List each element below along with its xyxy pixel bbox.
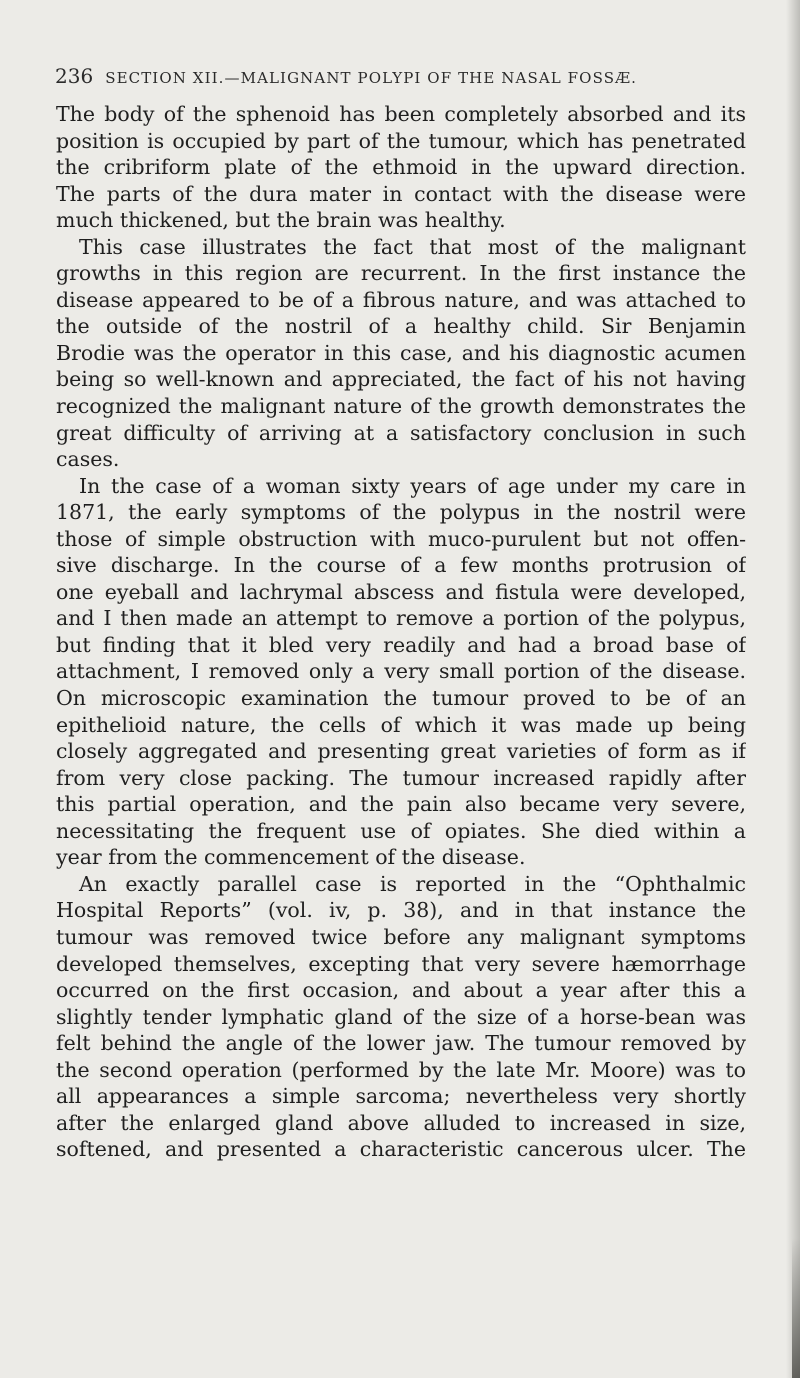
running-head bbox=[55, 64, 745, 88]
text-line: occurred on the first occasion, and about a year after this a bbox=[56, 978, 746, 1003]
text-line: The parts of the dura mater in contact with the disease were bbox=[56, 181, 746, 206]
text-line: and I then made an attempt to remove a portion of the polypus, bbox=[56, 606, 746, 631]
page-edge-shadow bbox=[786, 0, 800, 1378]
text-line: cases. bbox=[56, 447, 120, 472]
text-line: 1871, the early symptoms of the polypus in the nostril were bbox=[56, 500, 746, 525]
page-number: 236 bbox=[55, 64, 94, 88]
text-line: much thickened, but the brain was healthy. bbox=[56, 208, 506, 233]
text-line: necessitating the frequent use of opiates. She died within a bbox=[56, 818, 746, 843]
text-line: tumour was removed twice before any malignant symptoms bbox=[56, 924, 746, 949]
text-line: softened, and presented a characteristic cancerous ulcer. The bbox=[56, 1137, 746, 1162]
text-line: from very close packing. The tumour increased rapidly after bbox=[56, 765, 746, 790]
text-line: Hospital Reports” (vol. iv, p. 38), and in that instance the bbox=[56, 898, 746, 923]
text-line: recognized the malignant nature of the growth demonstrates the bbox=[56, 394, 746, 419]
text-line: great difficulty of arriving at a satisfactory conclusion in such bbox=[56, 420, 746, 445]
text-line: the cribriform plate of the ethmoid in the upward direction. bbox=[56, 155, 746, 180]
text-line: felt behind the angle of the lower jaw. The tumour removed by bbox=[56, 1031, 746, 1056]
text-line: the outside of the nostril of a healthy child. Sir Benjamin bbox=[56, 314, 746, 339]
text-line: being so well-known and appreciated, the fact of his not having bbox=[56, 367, 746, 392]
text-line: The body of the sphenoid has been completely absorbed and its bbox=[56, 102, 746, 126]
text-line: the second operation (performed by the late Mr. Moore) was to bbox=[56, 1057, 746, 1082]
text-line: sive discharge. In the course of a few months protrusion of bbox=[56, 553, 746, 578]
text-line: attachment, I removed only a very small portion of the disease. bbox=[56, 659, 746, 684]
body-text bbox=[56, 101, 746, 1163]
text-line: but finding that it bled very readily and had a broad base of bbox=[56, 632, 746, 657]
text-line: this partial operation, and the pain also became very severe, bbox=[56, 792, 746, 817]
text-line: closely aggregated and presenting great varieties of form as if bbox=[56, 739, 746, 764]
text-line: On microscopic examination the tumour proved to be of an bbox=[56, 686, 746, 711]
text-line: disease appeared to be of a fibrous nature, and was attached to bbox=[56, 287, 746, 312]
text-line: growths in this region are recurrent. In the first instance the bbox=[56, 261, 746, 286]
text-line: epithelioid nature, the cells of which it was made up being bbox=[56, 712, 746, 737]
text-line: An exactly parallel case is reported in the “Ophthalmic bbox=[79, 871, 746, 896]
page-edge-shadow-bottom bbox=[792, 1238, 800, 1378]
text-line: year from the commencement of the disease. bbox=[56, 845, 526, 870]
text-line: slightly tender lymphatic gland of the size of a horse-bean was bbox=[56, 1004, 746, 1029]
text-line: Brodie was the operator in this case, and his diagnostic acumen bbox=[56, 340, 746, 365]
running-title: SECTION XII.—MALIGNANT POLYPI OF THE NASAL FOSSÆ. bbox=[105, 69, 638, 87]
text-line: developed themselves, excepting that very severe hæmorrhage bbox=[56, 951, 746, 976]
text-line: In the case of a woman sixty years of age under my care in bbox=[79, 473, 746, 498]
text-line: position is occupied by part of the tumour, which has penetrated bbox=[56, 128, 746, 153]
text-line: after the enlarged gland above alluded to increased in size, bbox=[56, 1110, 746, 1135]
text-line: all appearances a simple sarcoma; nevertheless very shortly bbox=[56, 1084, 746, 1109]
text-line: those of simple obstruction with muco-purulent but not offen- bbox=[56, 526, 746, 551]
text-line: This case illustrates the fact that most of the malignant bbox=[79, 234, 746, 259]
text-line: one eyeball and lachrymal abscess and fistula were developed, bbox=[56, 579, 746, 604]
